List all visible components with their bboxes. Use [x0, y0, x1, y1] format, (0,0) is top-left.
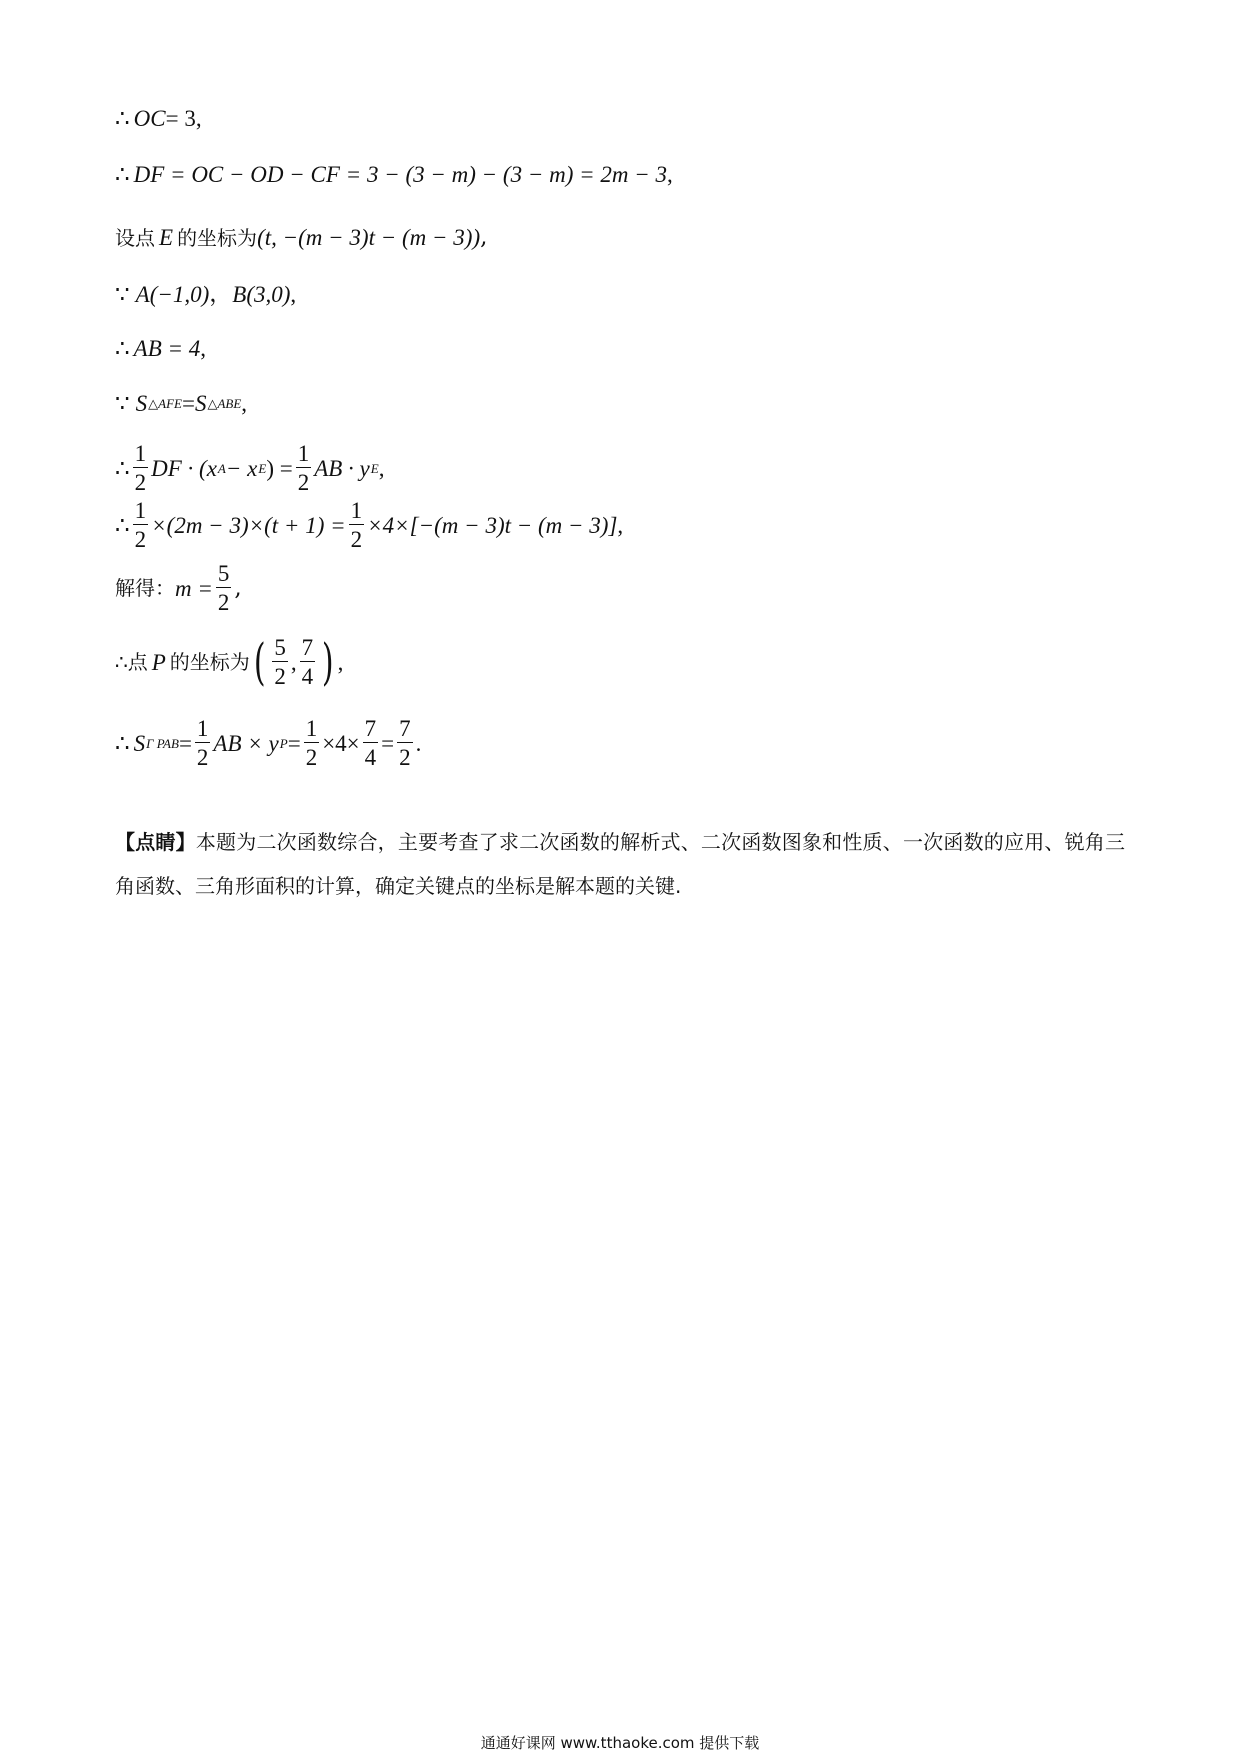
numerator: 5 — [217, 561, 230, 586]
expr-right: ×4×[−(m − 3)t − (m − 3)] — [367, 512, 618, 538]
right-paren: ) — [321, 633, 334, 691]
denominator: 2 — [196, 745, 209, 770]
text-mid: 的坐标为 — [177, 225, 258, 250]
therefore-symbol: ∴ — [115, 162, 130, 187]
coordinate-expression: (t, −(m − 3)t − (m − 3)) — [257, 225, 481, 250]
equals: = — [287, 730, 301, 756]
times-four: ×4× — [322, 730, 360, 756]
punctuation: , — [290, 282, 297, 307]
punctuation: , — [617, 512, 624, 538]
step-point-e — [115, 226, 487, 249]
denominator: 4 — [301, 664, 314, 689]
fraction-y — [300, 636, 316, 688]
denominator: 4 — [364, 745, 377, 770]
denominator: 2 — [399, 745, 411, 770]
note-label: 【点睛】 — [115, 830, 196, 854]
punctuation: , — [337, 649, 344, 675]
equation-df: DF = OC − OD − CF = 3 − (3 − m) − (3 − m) = 2m − 3 — [133, 162, 668, 187]
point-b: B(3,0) — [232, 282, 291, 307]
fraction-half — [349, 499, 365, 551]
because-symbol: ∵ — [115, 282, 130, 307]
fraction-half — [133, 442, 149, 494]
text-mid: 的坐标为 — [169, 650, 250, 674]
fraction-x — [272, 636, 288, 688]
expr-left: ×(2m − 3)×(t + 1) = — [151, 512, 346, 538]
left-paren: ( — [253, 633, 266, 691]
step-ab-length — [115, 337, 206, 360]
therefore-symbol: ∴ — [115, 512, 130, 538]
expr-xe: − x — [225, 455, 258, 481]
area-s: S — [133, 730, 146, 756]
variable-e: E — [159, 225, 174, 250]
variable-m: m = — [175, 575, 213, 601]
numerator: 5 — [274, 635, 286, 660]
numerator: 7 — [364, 716, 377, 741]
step-area-result — [115, 717, 421, 769]
step-area-equal — [115, 392, 247, 415]
numerator: 1 — [305, 716, 318, 741]
punctuation: , — [241, 391, 248, 416]
expr-ab-ye: AB · y — [314, 455, 370, 481]
fraction-seven-fourths — [363, 717, 379, 769]
numerator: 1 — [297, 441, 310, 466]
therefore-symbol: ∴ — [115, 455, 130, 481]
punctuation: . — [415, 730, 422, 756]
numerator: 7 — [399, 716, 411, 741]
note-text: 本题为二次函数综合，主要考查了求二次函数的解析式、二次函数图象和性质、一次函数的应用、锐角三角函数、三角形面积的计算，确定关键点的坐标是解本题的关键. — [115, 830, 1126, 898]
point-a: A(−1,0) — [135, 282, 210, 307]
area-s-abe: S — [194, 391, 207, 416]
denominator: 2 — [274, 664, 286, 689]
subscript-pab: Γ PAB — [146, 735, 179, 751]
subscript-e: E — [370, 460, 379, 476]
punctuation: , — [234, 574, 242, 601]
punctuation: , — [378, 455, 385, 481]
fraction-half — [195, 717, 211, 769]
step-point-p — [115, 633, 344, 691]
punctuation: , — [195, 106, 202, 131]
subscript-afe: △AFE — [148, 396, 182, 411]
area-s-afe: S — [135, 391, 148, 416]
step-solve — [115, 562, 242, 614]
fraction-half — [133, 499, 149, 551]
subscript-abe: △ABE — [207, 396, 242, 411]
denominator: 2 — [350, 527, 363, 552]
numerator: 1 — [134, 498, 147, 523]
comma: , — [290, 649, 297, 675]
equation-rhs: = 3 — [165, 106, 196, 131]
numerator: 7 — [301, 635, 314, 660]
subscript-e: E — [258, 460, 267, 476]
text-prefix: 设点 — [115, 225, 155, 250]
equals: = — [381, 730, 395, 756]
step-df — [115, 163, 673, 186]
fraction-seven-halves — [397, 717, 413, 769]
denominator: 2 — [217, 590, 230, 615]
denominator: 2 — [134, 527, 147, 552]
subscript-p: P — [279, 735, 288, 751]
punctuation: , — [200, 336, 207, 361]
punctuation: , — [667, 162, 673, 187]
therefore-symbol: ∴ — [115, 336, 130, 361]
expr-ab-yp: AB × y — [213, 730, 279, 756]
equals: = — [181, 391, 195, 416]
denominator: 2 — [305, 745, 318, 770]
fraction-half — [304, 717, 320, 769]
key-point-note — [115, 820, 1125, 908]
punctuation: , — [480, 224, 488, 250]
equation-ab: AB = 4 — [133, 336, 201, 361]
step-ab-points — [115, 283, 296, 306]
fraction-half — [296, 442, 312, 494]
variable-oc: OC — [133, 106, 166, 131]
separator: ， — [209, 281, 233, 307]
variable-p: P — [151, 649, 166, 675]
step-oc — [115, 107, 202, 130]
subscript-a: A — [217, 460, 226, 476]
because-symbol: ∵ — [115, 391, 130, 416]
denominator: 2 — [297, 470, 310, 495]
numerator: 1 — [350, 498, 363, 523]
step-substitution — [115, 499, 623, 551]
text-prefix: 解得： — [115, 576, 175, 600]
numerator: 1 — [134, 441, 147, 466]
expr-close: ) = — [266, 455, 293, 481]
page-footer: 通通好课网 www.tthaoke.com 提供下载 — [480, 1734, 760, 1752]
fraction-m — [216, 562, 232, 614]
therefore-symbol: ∴ — [115, 106, 130, 131]
step-area-formula — [115, 442, 384, 494]
expr-df-xa: DF · (x — [151, 455, 217, 481]
numerator: 1 — [196, 716, 209, 741]
therefore-symbol: ∴ — [115, 730, 130, 756]
denominator: 2 — [134, 470, 147, 495]
equals: = — [178, 730, 192, 756]
text-prefix: ∴点 — [115, 650, 148, 674]
